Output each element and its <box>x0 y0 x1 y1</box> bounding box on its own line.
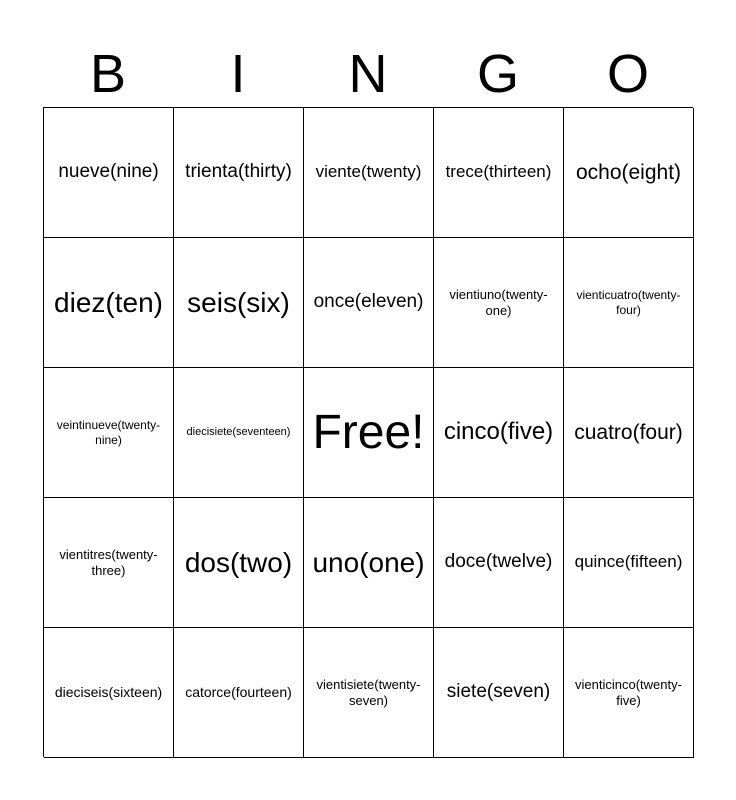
header-letter-b: B <box>89 44 127 104</box>
bingo-cell-r3-c1: veintinueve(twenty-nine) <box>44 368 174 498</box>
bingo-header <box>43 40 693 108</box>
bingo-cell-r5-c3: vientisiete(twenty-seven) <box>304 628 434 758</box>
bingo-cell-r4-c1: vientitres(twenty-three) <box>44 498 174 628</box>
bingo-cell-r2-c5: vienticuatro(twenty-four) <box>564 238 694 368</box>
bingo-cell-r4-c5: quince(fifteen) <box>564 498 694 628</box>
bingo-cell-r5-c1: dieciseis(sixteen) <box>44 628 174 758</box>
bingo-cell-r3-c2: diecisiete(seventeen) <box>174 368 304 498</box>
bingo-cell-r1-c4: trece(thirteen) <box>434 108 564 238</box>
bingo-cell-r1-c2: trienta(thirty) <box>174 108 304 238</box>
bingo-cell-r3-c5: cuatro(four) <box>564 368 694 498</box>
header-letter-o: O <box>606 44 649 104</box>
bingo-cell-r2-c3: once(eleven) <box>304 238 434 368</box>
header-letter-g: G <box>476 44 519 104</box>
bingo-cell-r2-c4: vientiuno(twenty-one) <box>434 238 564 368</box>
bingo-cell-free: Free! <box>304 368 434 498</box>
bingo-cell-r5-c2: catorce(fourteen) <box>174 628 304 758</box>
bingo-cell-r4-c2: dos(two) <box>174 498 304 628</box>
bingo-cell-r1-c5: ocho(eight) <box>564 108 694 238</box>
bingo-cell-r3-c4: cinco(five) <box>434 368 564 498</box>
header-letter-n: N <box>348 44 388 104</box>
bingo-cell-r1-c1: nueve(nine) <box>44 108 174 238</box>
bingo-cell-r1-c3: viente(twenty) <box>304 108 434 238</box>
bingo-cell-r5-c5: vienticinco(twenty-five) <box>564 628 694 758</box>
bingo-grid <box>43 107 693 757</box>
header-letter-i: I <box>230 44 246 104</box>
bingo-cell-r4-c4: doce(twelve) <box>434 498 564 628</box>
bingo-cell-r5-c4: siete(seven) <box>434 628 564 758</box>
bingo-cell-r2-c2: seis(six) <box>174 238 304 368</box>
bingo-cell-r4-c3: uno(one) <box>304 498 434 628</box>
bingo-cell-r2-c1: diez(ten) <box>44 238 174 368</box>
